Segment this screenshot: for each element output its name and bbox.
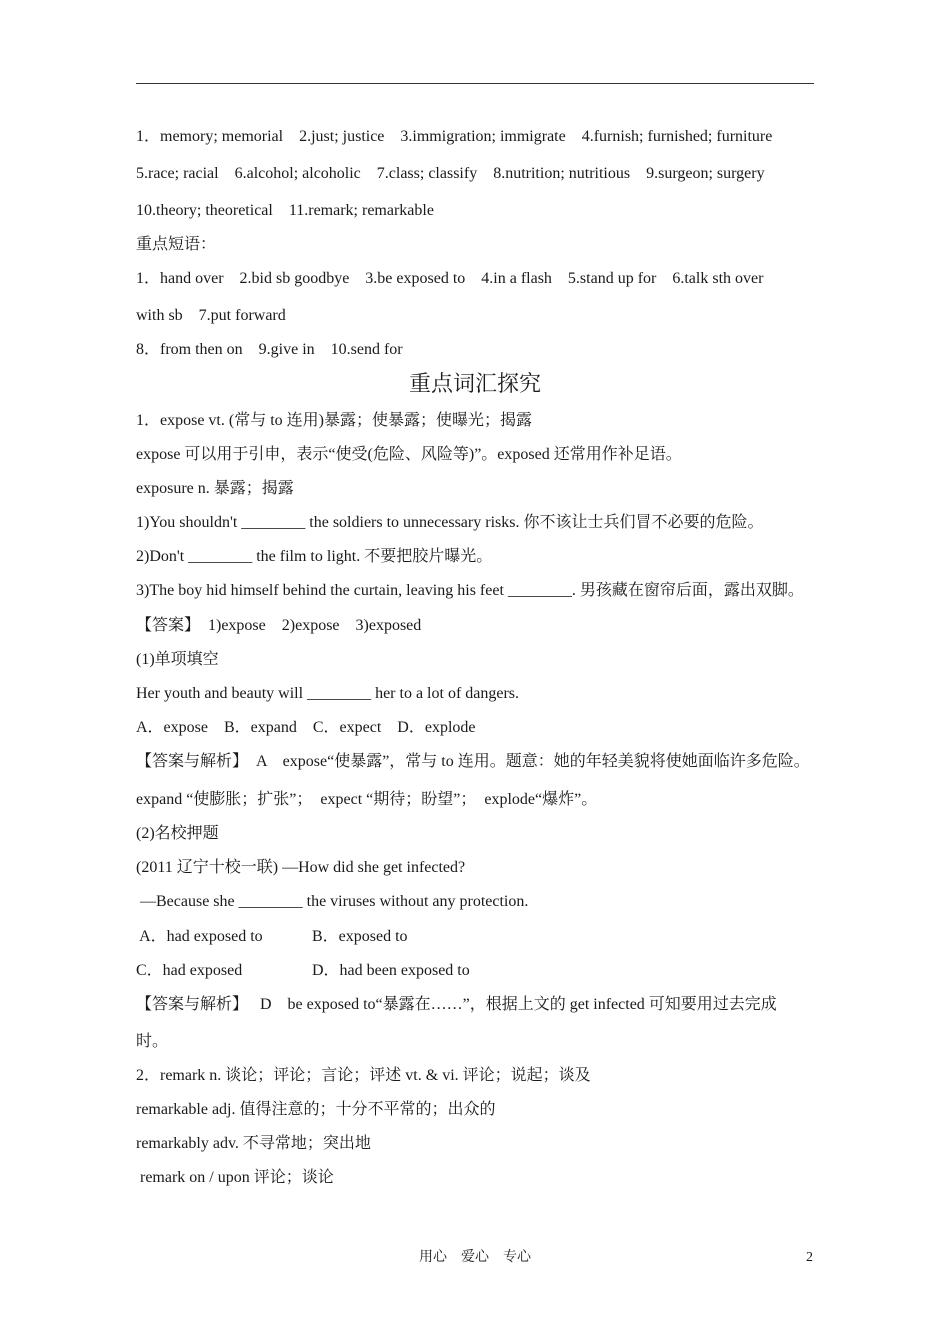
question-2-explanation-1: 【答案与解析】 D be exposed to“暴露在……”，根据上文的 get infected 可知要用过去完成 — [136, 996, 777, 1013]
remarkably-definition: remarkably adv. 不寻常地；突出地 — [136, 1135, 371, 1152]
phrases-line-2: with sb 7.put forward — [136, 307, 286, 324]
vocab-answer-line-2: 5.race; racial 6.alcohol; alcoholic 7.class; classify 8.nutrition; nutritious 9.surgeon; surgery — [136, 165, 765, 182]
remark-on-phrase: remark on / upon 评论；谈论 — [136, 1169, 334, 1186]
question-2-option-a: A．had exposed to — [136, 928, 263, 945]
header-rule — [136, 83, 814, 84]
page-number: 2 — [806, 1250, 813, 1265]
question-2-option-b: B．exposed to — [312, 928, 408, 945]
expose-example-2: 2)Don't ________ the film to light. 不要把胶片曝光。 — [136, 548, 493, 565]
vocab-answer-line-3: 10.theory; theoretical 11.remark; remarkable — [136, 202, 434, 219]
vocab-answer-line-1: 1．memory; memorial 2.just; justice 3.immigration; immigrate 4.furnish; furnished; furniture — [136, 128, 773, 145]
question-2-explanation-2: 时。 — [136, 1033, 169, 1050]
question-1-label: (1)单项填空 — [136, 651, 219, 668]
question-2-option-c: C．had exposed — [136, 962, 243, 979]
phrases-line-1: 1．hand over 2.bid sb goodbye 3.be exposed to 4.in a flash 5.stand up for 6.talk sth over — [136, 270, 764, 287]
phrases-label: 重点短语： — [136, 236, 217, 253]
question-2-label: (2)名校押题 — [136, 825, 219, 842]
expose-example-1: 1)You shouldn't ________ the soldiers to unnecessary risks. 你不该让士兵们冒不必要的危险。 — [136, 514, 764, 531]
expose-heading: 1．expose vt. (常与 to 连用)暴露；使暴露；使曝光；揭露 — [136, 412, 532, 429]
phrases-line-3: 8．from then on 9.give in 10.send for — [136, 341, 403, 358]
question-1-options: A．expose B．expand C．expect D．explode — [136, 719, 476, 736]
expose-usage: expose 可以用于引申，表示“使受(危险、风险等)”。exposed 还常用作补足语。 — [136, 446, 682, 463]
question-2-option-d: D．had been exposed to — [312, 962, 470, 979]
expose-example-answer: 【答案】 1)expose 2)expose 3)exposed — [136, 617, 422, 634]
question-1-explanation-1: 【答案与解析】 A expose“使暴露”，常与 to 连用。题意：她的年轻美貌将使她面临许多危险。 — [136, 753, 810, 770]
remark-heading: 2．remark n. 谈论；评论；言论；评述 vt. & vi. 评论；说起；谈及 — [136, 1067, 591, 1084]
question-2-reply: —Because she ________ the viruses without any protection. — [136, 893, 529, 910]
question-2-source: (2011 辽宁十校一联) —How did she get infected? — [136, 859, 466, 876]
expose-example-3: 3)The boy hid himself behind the curtain, leaving his feet ________. 男孩藏在窗帘后面，露出双脚。 — [136, 582, 804, 599]
footer-motto: 用心 爱心 专心 — [419, 1250, 531, 1265]
section-title: 重点词汇探究 — [408, 371, 541, 396]
exposure-definition: exposure n. 暴露；揭露 — [136, 480, 294, 497]
remarkable-definition: remarkable adj. 值得注意的；十分不平常的；出众的 — [136, 1101, 496, 1118]
question-1-stem: Her youth and beauty will ________ her to a lot of dangers. — [136, 685, 520, 702]
question-1-explanation-2: expand “使膨胀；扩张”； expect “期待；盼望”； explode“爆炸”。 — [136, 791, 598, 808]
